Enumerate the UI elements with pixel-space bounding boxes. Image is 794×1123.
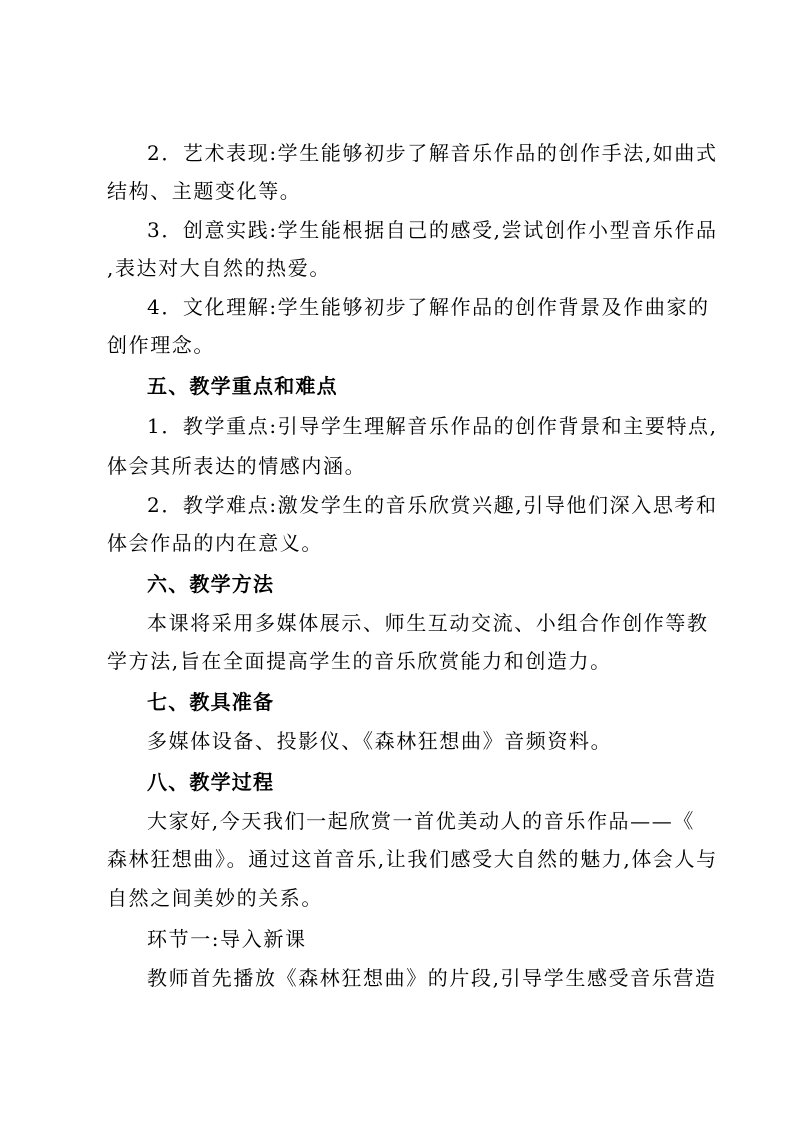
paragraph-line: 3．创意实践:学生能根据自己的感受,尝试创作小型音乐作品 (147, 218, 718, 242)
section-heading: 五、教学重点和难点 (147, 374, 338, 398)
paragraph-line: ,表达对大自然的热爱。 (107, 256, 331, 280)
paragraph-line: 结构、主题变化等。 (107, 179, 302, 203)
paragraph-line: 教师首先播放《森林狂想曲》的片段,引导学生感受音乐营造 (147, 966, 717, 990)
paragraph-line: 体会其所表达的情感内涵。 (107, 454, 367, 478)
paragraph-line: 4．文化理解:学生能够初步了解作品的创作背景及作曲家的 (147, 295, 710, 319)
paragraph-line: 学方法,旨在全面提高学生的音乐欣赏能力和创造力。 (107, 649, 612, 673)
paragraph-line: 大家好,今天我们一起欣赏一首优美动人的音乐作品——《 (147, 809, 695, 833)
section-heading: 七、教具准备 (147, 690, 275, 714)
paragraph-line: 自然之间美妙的关系。 (107, 886, 323, 910)
paragraph-line: 环节一:导入新课 (147, 927, 307, 951)
paragraph-line: 多媒体设备、投影仪、《森林狂想曲》音频资料。 (147, 729, 613, 753)
paragraph-line: 2．教学难点:激发学生的音乐欣赏兴趣,引导他们深入思考和 (147, 493, 718, 517)
paragraph-line: 1．教学重点:引导学生理解音乐作品的创作背景和主要特点, (147, 414, 718, 438)
paragraph-line: 森林狂想曲》。通过这首音乐,让我们感受大自然的魅力,体会人与 (107, 847, 718, 871)
paragraph-line: 创作理念。 (107, 333, 215, 357)
section-heading: 六、教学方法 (147, 572, 275, 596)
section-heading: 八、教学过程 (147, 770, 275, 794)
paragraph-line: 本课将采用多媒体展示、师生互动交流、小组合作创作等教 (147, 611, 709, 635)
paragraph-line: 2．艺术表现:学生能够初步了解音乐作品的创作手法,如曲式 (147, 141, 718, 165)
paragraph-line: 体会作品的内在意义。 (107, 531, 323, 555)
